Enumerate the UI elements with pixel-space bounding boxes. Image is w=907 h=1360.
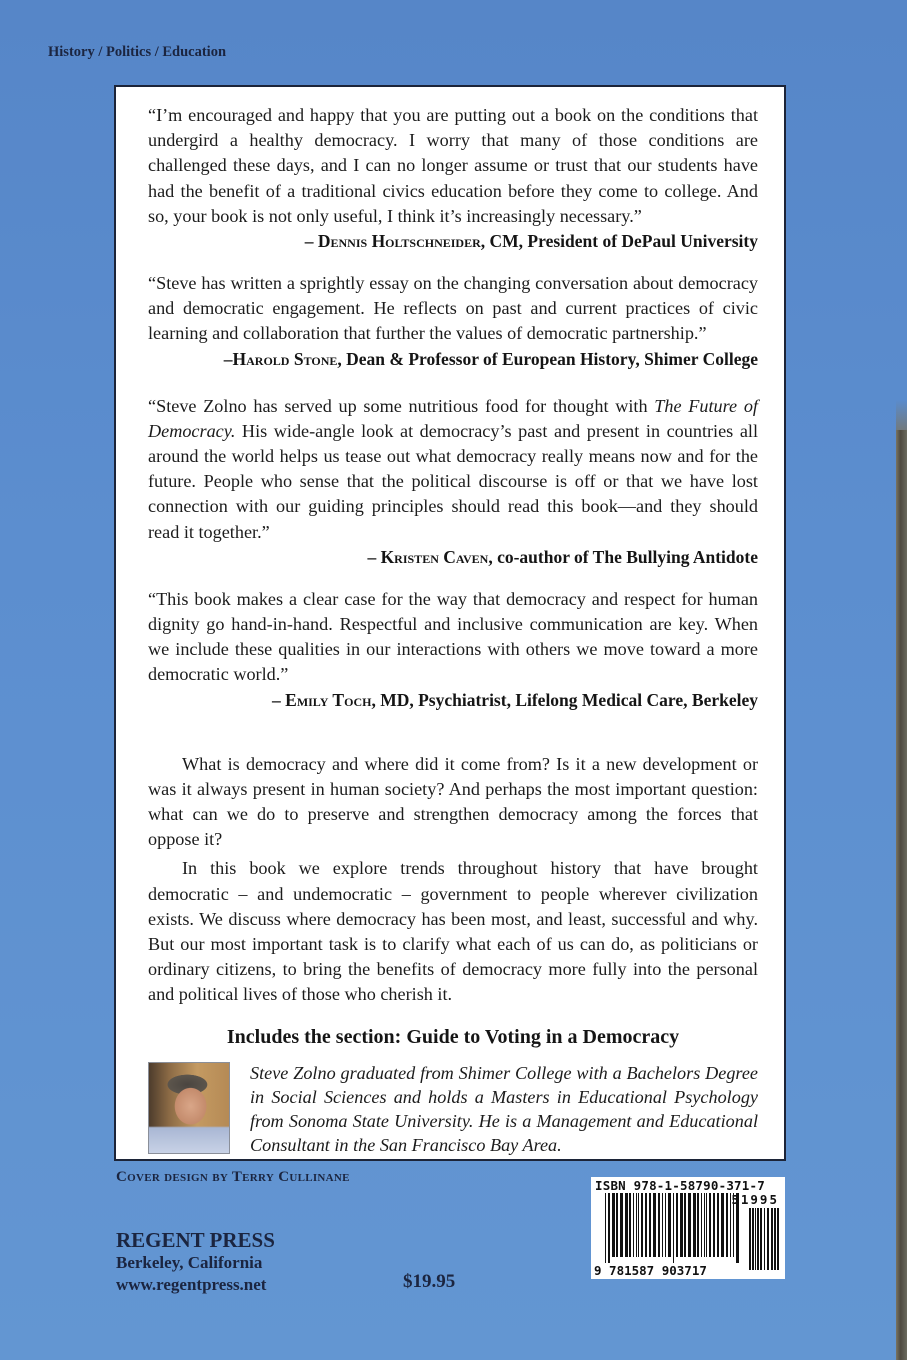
barcode-bar: [673, 1193, 674, 1263]
barcode-bar: [620, 1193, 623, 1257]
barcode-addon-bar: [764, 1208, 765, 1270]
barcode-bar: [649, 1193, 651, 1257]
barcode-bar: [645, 1193, 647, 1257]
author-bio-text: Steve Zolno graduated from Shimer College with a Bachelors Degree in Social Sciences and holds a Masters in Educational Psychology from Sonoma State University. He is a Management and Educational Consultant in the San Francisco Bay Area.: [250, 1062, 758, 1155]
barcode-addon-bar: [749, 1208, 751, 1270]
barcode-bar: [638, 1193, 639, 1257]
endorsement-attribution: – Dennis Holtschneider, CM, President of DePaul University: [304, 231, 758, 252]
genre-label: History / Politics / Education: [48, 44, 227, 60]
endorsement-quote: “Steve Zolno has served up some nutritious food for thought with The Future of Democracy. His wide-angle look at democracy’s past and present in countries all around the world helps us tease out what democracy really means now and for the future. People who sense that the political discourse is off or that we have lost connection with our guiding principles should read this book—and they should read it together.”: [148, 395, 758, 542]
barcode-bar: [653, 1193, 656, 1257]
barcode-bar: [629, 1193, 631, 1257]
barcode-price-code: 51995: [731, 1192, 779, 1207]
barcode-bar: [701, 1193, 702, 1257]
barcode-addon-bar: [757, 1208, 759, 1270]
barcode-addon-bar: [771, 1208, 773, 1270]
endorsement: [148, 587, 758, 713]
endorsement-quote: “This book makes a clear case for the way that democracy and respect for human dignity go hand-in-hand. Respectful and inclusive communication are key. When we include these qualities in our interactions with others we move toward a more democratic world.”: [148, 588, 758, 685]
cover-design-credit: Cover design by Terry Cullinane: [116, 1169, 350, 1185]
barcode-bar: [662, 1193, 663, 1257]
endorser-name: Kristen Caven: [380, 546, 489, 567]
barcode-bar: [616, 1193, 618, 1257]
background-rock-edge: [896, 430, 907, 1360]
barcode-bar: [668, 1193, 671, 1257]
author-photo: [148, 1062, 230, 1154]
barcode-bar: [676, 1193, 678, 1257]
barcode-bar: [721, 1193, 724, 1257]
endorsement-attribution: –Harold Stone, Dean & Professor of European History, Shimer College: [223, 348, 758, 369]
isbn-barcode: [591, 1177, 785, 1279]
barcode-bar: [608, 1193, 610, 1263]
barcode-bar: [717, 1193, 719, 1257]
barcode-bar: [658, 1193, 660, 1257]
barcode-addon-bar: [752, 1208, 754, 1270]
barcode-bar: [605, 1193, 606, 1263]
endorser-affiliation: , Dean & Professor of European History, Shimer College: [337, 348, 758, 369]
endorsement-quote: “I’m encouraged and happy that you are putting out a book on the conditions that undergird a healthy democracy. I worry that many of those conditions are challenged these days, and I can no longer assume or trust that our students have had the benefit of a traditional civics education before they come to college. And so, your book is not only useful, I think it’s increasingly necessary.”: [148, 105, 758, 226]
ean-digits: 9 781587 903717: [594, 1263, 707, 1278]
spacer: [148, 730, 758, 752]
endorser-name: Emily Toch: [285, 689, 372, 710]
endorsement: [148, 394, 758, 570]
publisher-website: www.regentpress.net: [116, 1275, 267, 1294]
description-paragraph: What is democracy and where did it come from? Is it a new development or was it always present in human society? And perhaps the most important question: what can we do to preserve and strengthen democracy among the forces that oppose it?: [148, 753, 758, 850]
barcode-bar: [693, 1193, 696, 1257]
isbn-label: ISBN 978-1-58790-371-7: [595, 1178, 765, 1193]
barcode-addon-bar: [774, 1208, 776, 1270]
barcode-bar: [726, 1193, 728, 1257]
barcode-bar: [625, 1193, 628, 1257]
panel-content: [148, 103, 758, 1157]
barcode-bar: [665, 1193, 666, 1257]
barcode-addon-bar: [755, 1208, 756, 1270]
description-paragraph: In this book we explore trends throughout history that have brought democratic – and undemocratic – government to people wherever civilization exists. We discuss where democracy has been most, and least, successful and why. But our most important task is to clarify what each of us can do, as politicians or ordinary citizens, to bring the benefits of democracy more fully into the personal and political lives of those who cherish it.: [148, 858, 758, 1005]
endorsement-quote: “Steve has written a sprightly essay on the changing conversation about democracy and democratic engagement. He reflects on past and current practices of civic learning and collaboration that further the values of democratic partnership.”: [148, 273, 758, 344]
barcode-addon-bar: [760, 1208, 762, 1270]
barcode-bar: [641, 1193, 643, 1257]
endorser-affiliation: , co-author of The Bullying Antidote: [488, 546, 758, 567]
endorsement-attribution: – Kristen Caven, co-author of The Bullying Antidote: [367, 546, 758, 567]
publisher-location: Berkeley, California: [116, 1253, 263, 1272]
endorser-name: Dennis Holtschneider: [317, 231, 481, 252]
endorsement: [148, 271, 758, 372]
price-label: $19.95: [403, 1271, 456, 1292]
book-title: The Future of Democracy.: [148, 395, 758, 441]
endorser-affiliation: , MD, Psychiatrist, Lifelong Medical Care, Berkeley: [371, 689, 758, 710]
barcode-bar: [680, 1193, 683, 1257]
publisher-block: [116, 1228, 275, 1296]
endorser-affiliation: , CM, President of DePaul University: [480, 231, 758, 252]
barcode-addon-bar: [777, 1208, 779, 1270]
barcode-bar: [706, 1193, 707, 1257]
barcode-bar: [684, 1193, 686, 1257]
barcode-bar: [688, 1193, 691, 1257]
barcode-bar: [633, 1193, 634, 1257]
endorsement-attribution: – Emily Toch, MD, Psychiatrist, Lifelong Medical Care, Berkeley: [272, 689, 758, 710]
barcode-bar: [636, 1193, 637, 1257]
barcode-bar: [709, 1193, 711, 1257]
endorser-name: Harold Stone: [232, 348, 338, 369]
includes-section-heading: Includes the section: Guide to Voting in a Democracy: [226, 1025, 680, 1048]
publisher-name: REGENT PRESS: [116, 1228, 275, 1252]
author-bio: [148, 1061, 758, 1157]
barcode-addon-bar: [767, 1208, 769, 1270]
back-cover-text-panel: [114, 85, 786, 1161]
barcode-bar: [713, 1193, 715, 1257]
endorsement: [148, 103, 758, 254]
barcode-bar: [612, 1193, 615, 1257]
barcode-bar: [697, 1193, 699, 1257]
barcode-bar: [704, 1193, 705, 1257]
